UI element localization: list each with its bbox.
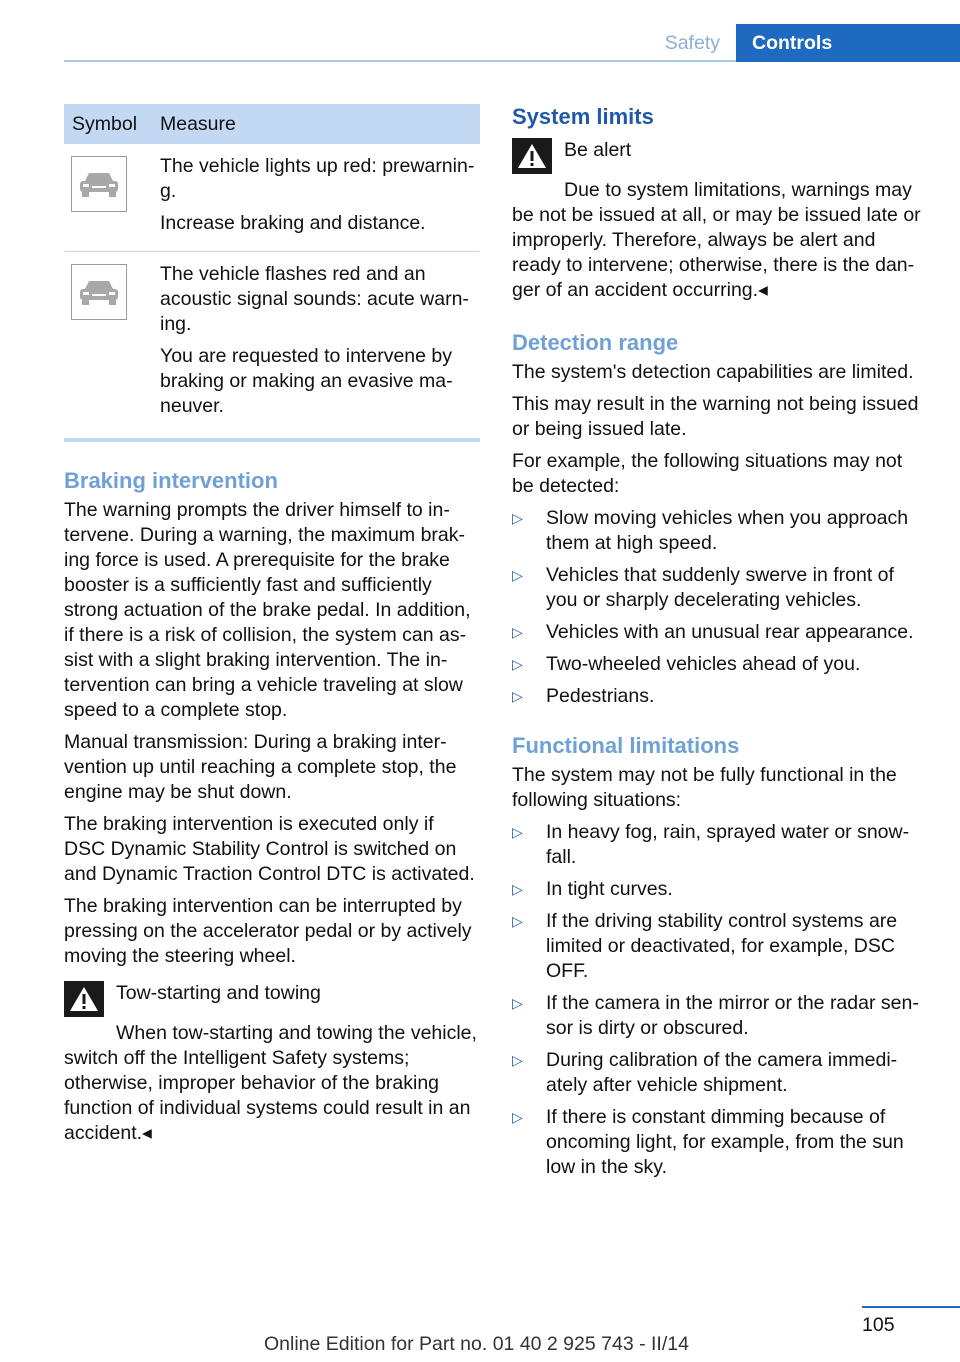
warning-text: When tow-starting and towing the vehicle, switch off the Intelligent Safety systems; otherwise, improper behavior of the braking function of individual systems could result in an accident.◂ xyxy=(64,1022,477,1144)
triangle-bullet-icon: ▷ xyxy=(512,824,523,840)
table-cell-measure xyxy=(160,252,480,441)
triangle-bullet-icon: ▷ xyxy=(512,995,523,1011)
list-item: ▷ In tight curves. xyxy=(512,878,673,900)
list-item: ▷ If the driving stability control systems are limited or deactivated, for example, DSC OFF. xyxy=(512,910,898,982)
list-item: ▷ Two-wheeled vehicles ahead of you. xyxy=(512,653,861,675)
warning-note-be-alert xyxy=(512,138,928,178)
right-column xyxy=(512,104,928,1190)
list-item: ▷ In heavy fog, rain, sprayed water or snowfall. xyxy=(512,821,910,868)
list-item: ▷ Slow moving vehicles when you approach them at high speed. xyxy=(512,507,909,554)
measure-text: The vehicle lights up red: prewarning. xyxy=(160,155,475,202)
paragraph: This may result in the warning not being issued or being issued late. xyxy=(512,393,919,440)
triangle-bullet-icon: ▷ xyxy=(512,688,523,704)
table-cell-measure xyxy=(160,144,480,252)
paragraph: For example, the following situations may not be detected: xyxy=(512,450,903,497)
measure-text: Increase braking and distance. xyxy=(160,212,426,234)
table-cell-symbol xyxy=(64,252,160,441)
warning-text: Due to system limitations, warnings may be not be issued at all, or may be issued late or improperly. Therefore, always be alert and ready to intervene; otherwise, there is the danger of an accident occurring.◂ xyxy=(512,179,921,301)
symbol-measure-table xyxy=(64,104,480,442)
header-section-safety: Safety xyxy=(664,32,720,54)
table-row xyxy=(64,144,480,252)
edition-footer: Online Edition for Part no. 01 40 2 925 743 - II/14 xyxy=(264,1333,689,1355)
warning-title: Tow-starting and towing xyxy=(116,982,321,1004)
warning-title: Be alert xyxy=(564,139,632,161)
paragraph: The braking intervention can be interrupted by pressing on the accelerator pedal or by actively moving the steering wheel. xyxy=(64,895,472,967)
list-item: ▷ If there is constant dimming because of oncoming light, for example, from the sun low in the sky. xyxy=(512,1106,904,1178)
triangle-bullet-icon: ▷ xyxy=(512,1109,523,1125)
heading-braking-intervention: Braking intervention xyxy=(64,468,278,493)
header-chapter-controls: Controls xyxy=(736,24,960,62)
table-cell-symbol xyxy=(64,144,160,252)
left-column xyxy=(64,104,480,1153)
page-number: 105 xyxy=(862,1314,895,1336)
triangle-bullet-icon: ▷ xyxy=(512,1052,523,1068)
table-header-symbol: Symbol xyxy=(64,104,160,144)
heading-system-limits: System limits xyxy=(512,104,654,129)
measure-text: The vehicle flashes red and an acoustic signal sounds: acute warning. xyxy=(160,263,469,335)
table-row xyxy=(64,252,480,441)
heading-functional-limitations: Functional limitations xyxy=(512,733,740,758)
warning-triangle-icon xyxy=(64,981,104,1017)
paragraph: The system may not be fully functional in the following situations: xyxy=(512,764,897,811)
list-item: ▷ If the camera in the mirror or the radar sensor is dirty or obscured. xyxy=(512,992,919,1039)
functional-list xyxy=(512,820,928,1180)
triangle-bullet-icon: ▷ xyxy=(512,656,523,672)
list-item: ▷ Vehicles with an unusual rear appearance. xyxy=(512,621,914,643)
triangle-bullet-icon: ▷ xyxy=(512,567,523,583)
triangle-bullet-icon: ▷ xyxy=(512,624,523,640)
triangle-bullet-icon: ▷ xyxy=(512,881,523,897)
paragraph: The braking intervention is executed only if DSC Dynamic Stability Control is switched on and Dynamic Traction Control DTC is activated. xyxy=(64,813,475,885)
list-item: ▷ Vehicles that suddenly swerve in front of you or sharply decelerating vehicles. xyxy=(512,564,894,611)
detection-list xyxy=(512,506,928,709)
measure-text: You are requested to intervene by braking or making an evasive maneuver. xyxy=(160,345,453,417)
heading-detection-range: Detection range xyxy=(512,330,679,355)
list-item: ▷ During calibration of the camera immediately after vehicle shipment. xyxy=(512,1049,898,1096)
paragraph: The warning prompts the driver himself to intervene. During a warning, the maximum braking force is used. A prerequisite for the brake booster is a sufficiently fast and sufficiently strong actuation of the brake pedal. In addition, if there is a risk of collision, the system can assist with a slight braking intervention. The intervention can bring a vehicle traveling at slow speed to a complete stop. xyxy=(64,499,471,721)
triangle-bullet-icon: ▷ xyxy=(512,510,523,526)
car-rear-icon xyxy=(71,264,127,320)
warning-note-towing xyxy=(64,981,480,1021)
paragraph: The system's detection capabilities are limited. xyxy=(512,361,914,383)
triangle-bullet-icon: ▷ xyxy=(512,913,523,929)
car-rear-icon xyxy=(71,156,127,212)
footer-rule xyxy=(862,1306,960,1308)
warning-triangle-icon xyxy=(512,138,552,174)
table-header-measure: Measure xyxy=(160,104,480,144)
list-item: ▷ Pedestrians. xyxy=(512,685,655,707)
paragraph: Manual transmission: During a braking intervention up until reaching a complete stop, the engine may be shut down. xyxy=(64,731,457,803)
